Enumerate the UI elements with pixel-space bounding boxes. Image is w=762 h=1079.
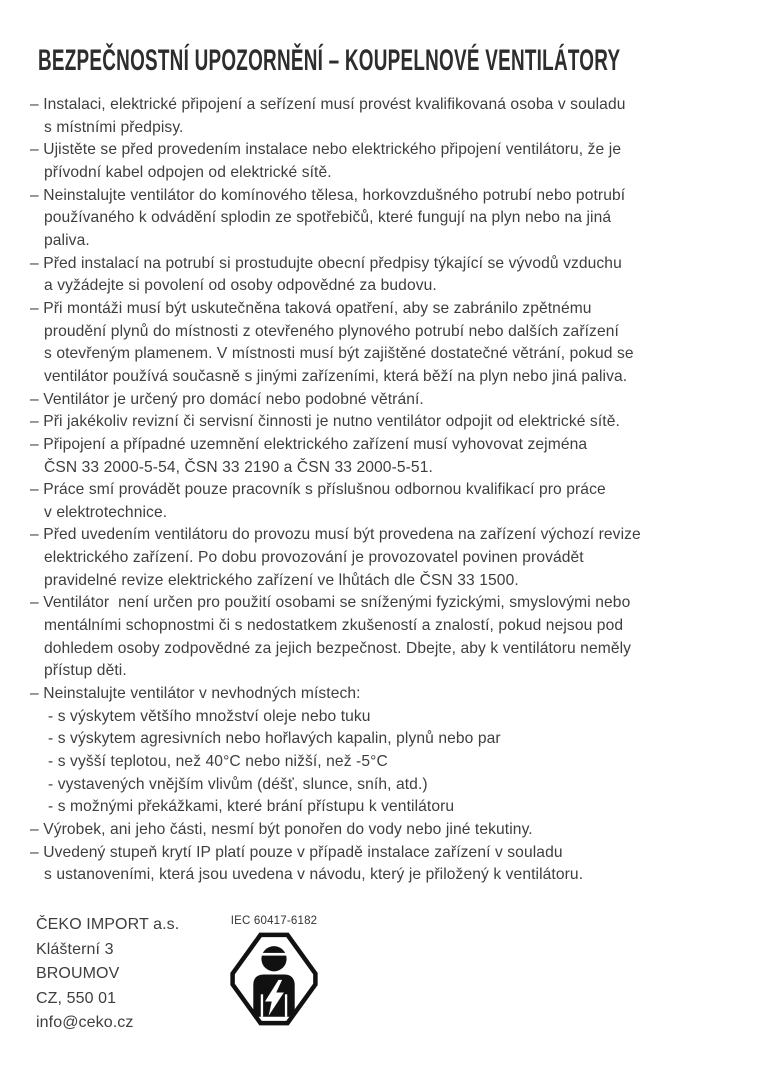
page-title: BEZPEČNOSTNÍ UPOZORNĚNÍ – KOUPELNOVÉ VENTILÁTORY <box>38 44 621 77</box>
list-line: s otevřeným plamenem. V místnosti musí být zajištěné dostatečné větrání, pokud se <box>44 345 634 363</box>
address-line: BROUMOV <box>36 965 120 983</box>
address-line: CZ, 550 01 <box>36 989 117 1007</box>
list-line: - s možnými překážkami, které brání přístupu k ventilátoru <box>48 798 455 816</box>
list-line: proudění plynů do místnosti z otevřeného plynového potrubí nebo dalších zařízení <box>44 322 619 340</box>
iec-symbol-block <box>226 915 322 1028</box>
list-line: – Instalaci, elektrické připojení a seřízení musí provést kvalifikovaná osoba v souladu <box>30 96 626 113</box>
list-line: – Před instalací na potrubí si prostudujte obecní předpisy týkající se vývodů vzduchu <box>30 254 622 272</box>
list-line: – Výrobek, ani jeho části, nesmí být ponořen do vody nebo jiné tekutiny. <box>30 821 533 838</box>
list-line: elektrického zařízení. Po dobu provozování je provozovatel povinen provádět <box>44 549 584 567</box>
warning-list <box>0 94 762 887</box>
list-line: – Uvedený stupeň krytí IP platí pouze v případě instalace zařízení v souladu <box>30 843 563 861</box>
list-line: v elektrotechnice. <box>44 503 168 521</box>
address-line: ČEKO IMPORT a.s. <box>36 916 180 933</box>
list-line: – Při montáži musí být uskutečněna taková opatření, aby se zabránilo zpětnému <box>30 299 592 317</box>
list-line: dohledem osoby zodpovědné za jejich bezpečnost. Dbejte, aby k ventilátoru neměly <box>44 639 632 657</box>
electrician-head <box>261 946 286 971</box>
arm-gap-left <box>261 994 263 1017</box>
list-line: - s výskytem většího množství oleje nebo tuku <box>48 707 371 725</box>
address-line: Klášterní 3 <box>36 940 114 958</box>
list-line: – Neinstalujte ventilátor do komínového tělesa, horkovzdušného potrubí nebo potrubí <box>30 186 626 204</box>
list-line: - vystavených vnějším vlivům (déšť, slunce, sníh, atd.) <box>48 775 428 793</box>
list-line: – Ventilátor není určen pro použití osobami se sníženými fyzickými, smyslovými nebo <box>30 594 631 612</box>
list-line: - s vyšší teplotou, než 40°C nebo nižší, než -5°C <box>48 753 388 771</box>
list-line: ČSN 33 2000-5-54, ČSN 33 2190 a ČSN 33 2000-5-51. <box>44 458 433 476</box>
iec-symbol-label: IEC 60417-6182 <box>230 915 318 927</box>
list-line: – Při jakékoliv revizní či servisní činnosti je nutno ventilátor odpojit od elektrické sítě. <box>30 413 620 431</box>
list-line: pravidelné revize elektrického zařízení ve lhůtách dle ČSN 33 1500. <box>44 571 519 589</box>
list-line: – Práce smí provádět pouze pracovník s příslušnou odbornou kvalifikací pro práce <box>30 481 606 499</box>
arm-gap-right <box>285 994 287 1017</box>
list-line: používaného k odvádění splodin ze spotřebičů, které fungují na plyn nebo na jiná <box>44 209 612 227</box>
list-line: s ustanoveními, která jsou uvedena v návodu, který je přiložený k ventilátoru. <box>44 866 584 884</box>
company-address <box>36 913 179 1036</box>
electrician-icon <box>229 930 319 1028</box>
list-line: paliva. <box>44 231 90 249</box>
helmet-brim <box>259 953 289 956</box>
list-line: mentálními schopnostmi či s nedostatkem zkušeností a znalostí, pokud nejsou pod <box>44 617 624 635</box>
list-line: – Před uvedením ventilátoru do provozu musí být provedena na zařízení výchozí revize <box>30 526 641 544</box>
list-line: a vyžádejte si povolení od osoby odpovědné za budovu. <box>44 277 437 295</box>
list-line: s místními předpisy. <box>44 118 184 136</box>
list-line: přístup děti. <box>44 662 127 680</box>
list-line: přívodní kabel odpojen od elektrické sítě. <box>44 163 332 181</box>
list-line: – Připojení a případné uzemnění elektrického zařízení musí vyhovovat zejména <box>30 435 588 453</box>
list-line: - s výskytem agresivních nebo hořlavých kapalin, plynů nebo par <box>48 730 501 748</box>
list-line: – Ventilátor je určený pro domácí nebo podobné větrání. <box>30 390 424 408</box>
list-line: ventilátor používá současně s jinými zařízeními, která běží na plyn nebo jiná paliva. <box>44 367 628 385</box>
address-line: info@ceko.cz <box>36 1014 134 1032</box>
list-line: – Neinstalujte ventilátor v nevhodných místech: <box>30 685 361 703</box>
list-line: – Ujistěte se před provedením instalace nebo elektrického připojení ventilátoru, že je <box>30 141 622 159</box>
